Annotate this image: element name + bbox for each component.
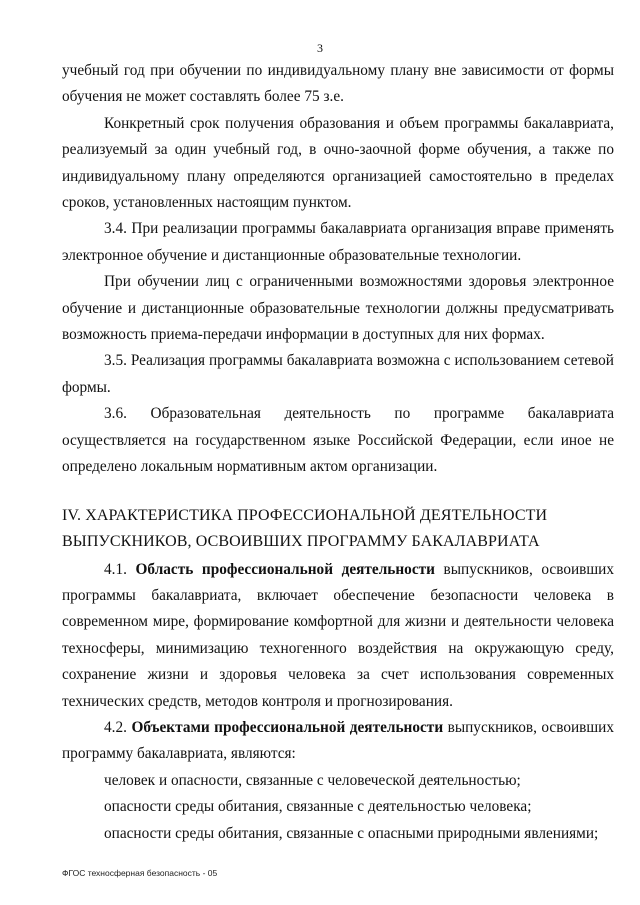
paragraph-3-5: 3.5. Реализация программы бакалавриата возможна с использованием сетевой формы. — [62, 352, 614, 396]
paragraph-3-6: 3.6. Образовательная деятельность по программе бакалавриата осуществляется на государственном языке Российской Федерации, если иное не определено локальным нормативным актом организации. — [62, 405, 614, 476]
document-body — [62, 58, 614, 847]
list-item: опасности среды обитания, связанные с опасными природными явлениями; — [104, 824, 599, 842]
item-4-2-text: выпускников, освоивших программу бакалавриата, являются: — [62, 718, 614, 763]
paragraph-disabilities: При обучении лиц с ограниченными возможностями здоровья электронное обучение и дистанционные образовательные технологии должны предусматривать возможность приема-передачи информации в доступных для них формах. — [62, 273, 614, 344]
paragraph-3-4: 3.4. При реализации программы бакалавриата организация вправе применять электронное обучение и дистанционные образовательные технологии. — [62, 220, 614, 264]
section-heading-line-2: ВЫПУСКНИКОВ, ОСВОИВШИХ ПРОГРАММУ БАКАЛАВРИАТА — [62, 532, 540, 550]
list-item: человек и опасности, связанные с человеческой деятельностью; — [104, 771, 521, 789]
page-number: 3 — [317, 41, 323, 55]
item-4-2-bold-term: Объектами профессиональной деятельности — [131, 718, 444, 736]
footer-note: ФГОС техносферная безопасность - 05 — [62, 868, 218, 878]
section-heading-line-1: IV. ХАРАКТЕРИСТИКА ПРОФЕССИОНАЛЬНОЙ ДЕЯТЕЛЬНОСТИ — [62, 506, 548, 524]
paragraph-continuation: учебный год при обучении по индивидуальному плану вне зависимости от формы обучения не может составлять более 75 з.е. — [62, 62, 614, 106]
paragraph-4-1 — [62, 557, 614, 715]
section-heading — [62, 503, 614, 555]
item-4-1-text: выпускников, освоивших программы бакалавриата, включает обеспечение безопасности человека в современном мире, формирование комфортной для жизни и деятельности человека техносферы, минимизацию техногенного воздействия на окружающую среду, сохранение жизни и здоровья человека за счет использования современных технических средств, методов контроля и прогнозирования. — [62, 560, 614, 710]
paragraph-program-duration: Конкретный срок получения образования и объем программы бакалавриата, реализуемый за один учебный год, в очно-заочной форме обучения, а также по индивидуальному плану определяются организацией самостоятельно в пределах сроков, установленных настоящим пунктом. — [62, 114, 614, 212]
paragraph-4-2 — [62, 715, 614, 768]
item-4-1-bold-term: Область профессиональной деятельности — [135, 560, 435, 578]
item-4-2-number: 4.2. — [104, 718, 127, 736]
list-item: опасности среды обитания, связанные с деятельностью человека; — [104, 798, 532, 816]
item-4-1-number: 4.1. — [104, 560, 127, 578]
